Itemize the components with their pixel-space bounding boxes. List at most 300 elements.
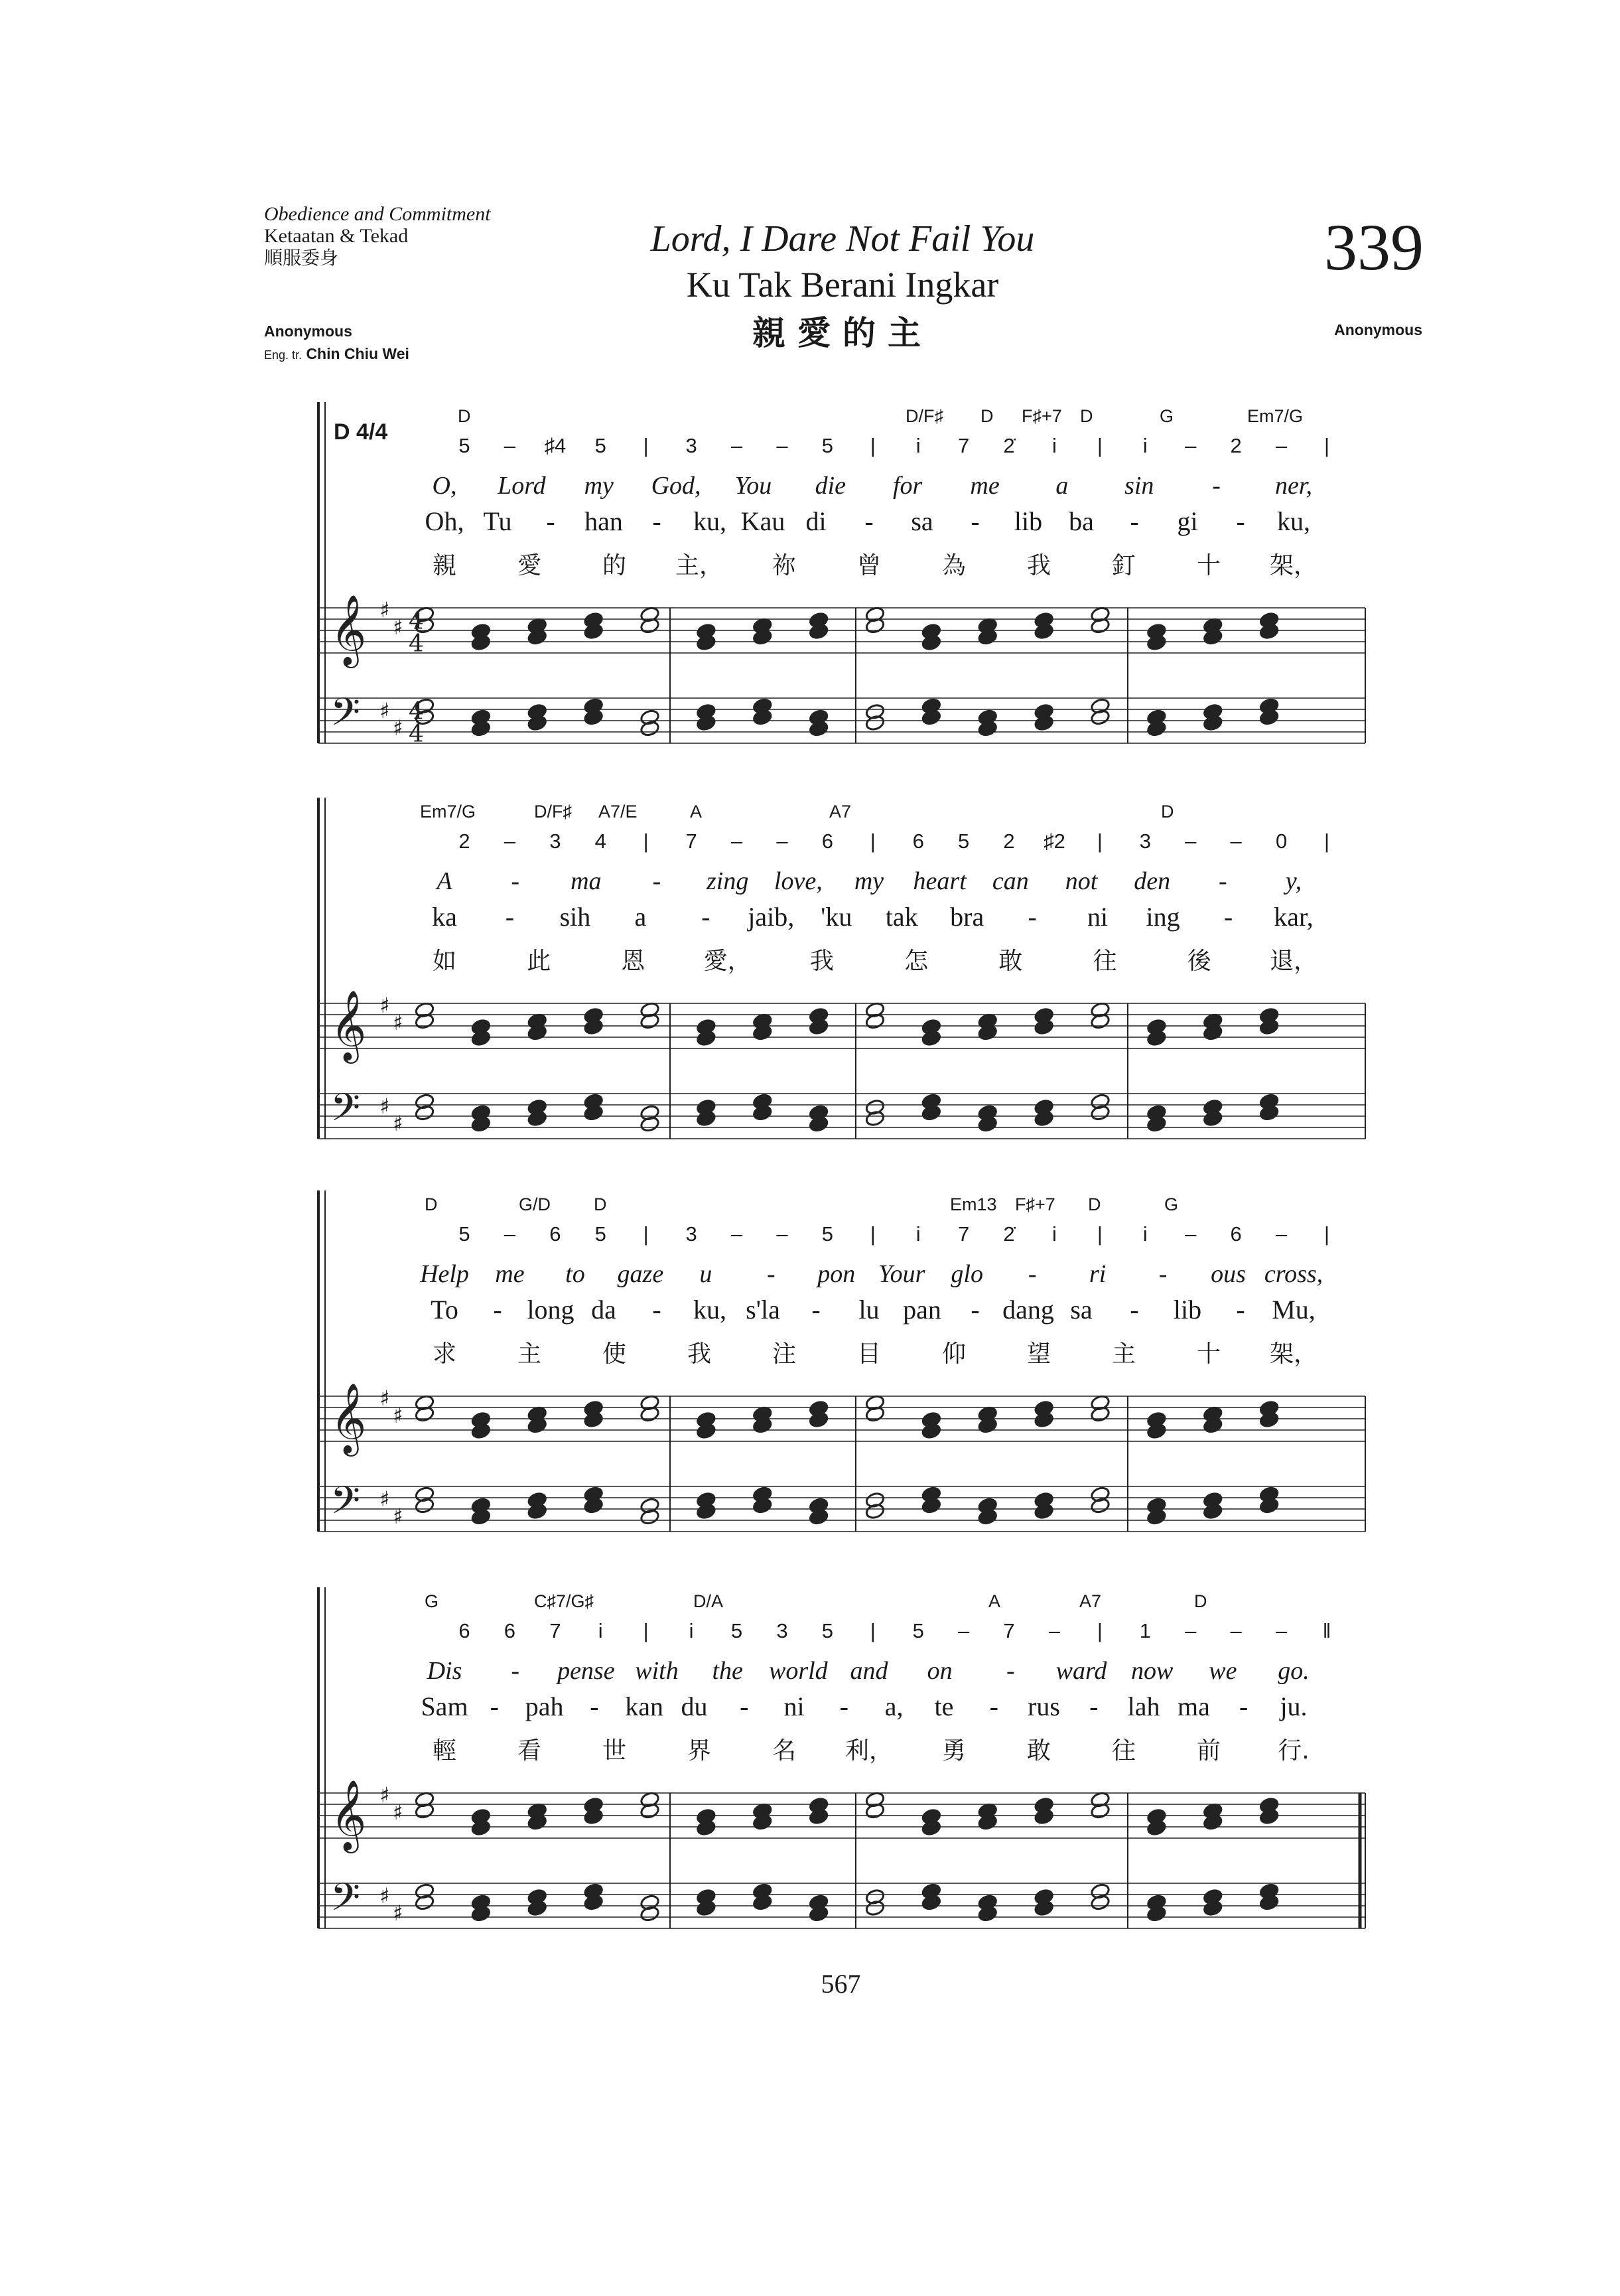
lyric-ms: ni	[1087, 902, 1109, 932]
lyric-en: pon	[817, 1260, 856, 1288]
lyric-ms: tak	[885, 902, 918, 932]
chord-symbol: D	[1194, 1591, 1207, 1611]
bass-clef: 𝄢	[330, 1478, 361, 1532]
lyric-en: to	[565, 1260, 585, 1288]
lyric-zh: 曾	[856, 552, 882, 579]
lyric-en: -	[652, 867, 661, 895]
barline-number: |	[870, 829, 876, 853]
lyric-zh: 親	[432, 552, 457, 579]
category-ms: Ketaatan & Tekad	[264, 225, 409, 247]
jianpu-note: 3	[685, 1222, 697, 1246]
barline-number: |	[1323, 829, 1330, 853]
lyric-en: u	[699, 1260, 712, 1288]
lyric-ms: Mu,	[1272, 1295, 1316, 1325]
lyric-en: die	[815, 472, 846, 500]
jianpu-note: 5	[594, 434, 606, 457]
barline-number: ‖	[1322, 1619, 1331, 1642]
lyric-ms: ku,	[1277, 506, 1310, 536]
lyric-en: -	[766, 1260, 776, 1288]
lyric-ms: kan	[625, 1691, 664, 1721]
lyric-en: -	[1212, 472, 1221, 500]
lyric-zh: 退，	[1269, 948, 1318, 975]
bass-clef: 𝄢	[330, 1875, 361, 1929]
lyric-zh: 為	[941, 552, 967, 579]
key-sharp: ♯	[393, 1010, 403, 1035]
lyric-zh: 愛，	[703, 948, 752, 975]
lyric-en: can	[992, 867, 1029, 895]
lyric-zh: 行.	[1278, 1737, 1310, 1764]
lyric-ms: ba	[1069, 506, 1094, 536]
jianpu-note: –	[730, 434, 743, 457]
lyric-en: den	[1134, 867, 1171, 895]
jianpu-note: –	[1275, 1222, 1288, 1246]
jianpu-note: 3	[1139, 829, 1151, 853]
lyric-ms: ma	[1177, 1691, 1210, 1721]
jianpu-note: –	[776, 1222, 788, 1246]
key-sharp: ♯	[393, 614, 403, 640]
lyric-zh: 敢	[998, 948, 1023, 975]
lyric-ms: -	[652, 506, 661, 536]
barline-number: |	[870, 1222, 876, 1246]
lyric-ms: -	[701, 902, 710, 932]
chord-symbol: A7	[1079, 1591, 1102, 1611]
lyric-en: You	[734, 472, 772, 500]
lyric-zh: 祢	[772, 552, 797, 579]
lyric-ms: -	[546, 506, 555, 536]
lyric-en: -	[1219, 867, 1227, 895]
lyric-ms: -	[971, 506, 980, 536]
lyric-en: A	[437, 867, 452, 895]
jianpu-note: 6	[549, 1222, 561, 1246]
jianpu-note: 5	[730, 1619, 743, 1642]
lyric-ms: lib	[1014, 506, 1043, 536]
lyric-ms: bra	[950, 902, 984, 932]
lyric-en: cross,	[1264, 1260, 1323, 1288]
jianpu-note: –	[730, 1222, 743, 1246]
chord-symbol: G	[1160, 406, 1174, 426]
jianpu-note: 7	[685, 829, 697, 853]
barline-number: |	[643, 1222, 649, 1246]
lyric-ms: long	[527, 1295, 574, 1325]
lyric-zh: 利，	[844, 1737, 894, 1764]
lyric-zh: 敢	[1026, 1737, 1051, 1764]
lyric-en: ner,	[1275, 472, 1312, 500]
jianpu-note: 3	[776, 1619, 788, 1642]
barline-number: |	[1097, 1222, 1103, 1246]
jianpu-note: –	[1230, 1619, 1242, 1642]
key-sharp: ♯	[379, 993, 390, 1018]
key-sharp: ♯	[393, 1901, 403, 1926]
lyric-en: on	[927, 1657, 953, 1685]
jianpu-note: –	[730, 829, 743, 853]
jianpu-note: i	[689, 1619, 694, 1642]
lyric-zh: 十	[1196, 552, 1221, 579]
treble-clef: 𝄞	[330, 1779, 367, 1850]
key-sharp: ♯	[379, 1486, 390, 1512]
jianpu-note: 6	[912, 829, 924, 853]
jianpu-note: 5	[594, 1222, 606, 1246]
lyric-zh: 注	[772, 1340, 797, 1368]
jianpu-note: 0	[1275, 829, 1288, 853]
key-sharp: ♯	[379, 597, 390, 622]
time-signature: 4	[409, 608, 424, 635]
chord-symbol: D	[980, 406, 994, 426]
lyric-ms: -	[652, 1295, 661, 1325]
bass-clef: 𝄢	[330, 1085, 361, 1139]
barline-number: |	[643, 829, 649, 853]
lyric-ms: sa	[911, 506, 933, 536]
chord-symbol: A	[988, 1591, 1001, 1611]
lyric-zh: 求	[432, 1340, 457, 1368]
chord-symbol: F♯+7	[1015, 1194, 1055, 1214]
jianpu-note: 2	[458, 829, 470, 853]
lyric-ms: ku,	[693, 1295, 726, 1325]
chord-symbol: D	[425, 1194, 438, 1214]
lyric-en: not	[1065, 867, 1098, 895]
lyric-en: Help	[420, 1260, 469, 1288]
lyric-ms: -	[989, 1691, 998, 1721]
jianpu-note: 6	[458, 1619, 470, 1642]
lyric-zh: 架，	[1269, 552, 1318, 579]
chord-symbol: A	[690, 802, 703, 822]
key-sharp: ♯	[379, 1883, 390, 1908]
lyric-ms: -	[740, 1691, 749, 1721]
lyric-ms: -	[590, 1691, 599, 1721]
key-sharp: ♯	[379, 1386, 390, 1411]
lyric-en: love,	[774, 867, 823, 895]
category-zh: 順服委身	[264, 247, 339, 269]
chord-symbol: A7/E	[598, 802, 638, 822]
lyric-zh: 名	[772, 1737, 797, 1764]
lyric-ms: dang	[1002, 1295, 1054, 1325]
jianpu-note: –	[1185, 1222, 1197, 1246]
key-sharp: ♯	[379, 698, 390, 723]
lyric-zh: 世	[602, 1737, 627, 1764]
chord-symbol: G/D	[519, 1194, 551, 1214]
lyric-ms: Sam	[421, 1691, 468, 1721]
lyric-zh: 目	[856, 1340, 882, 1368]
category-en: Obedience and Commitment	[264, 203, 491, 225]
lyric-ms: lu	[858, 1295, 880, 1325]
jianpu-note: ♯2	[1044, 829, 1065, 853]
title-en: Lord, I Dare Not Fail You	[650, 218, 1035, 259]
jianpu-note: –	[958, 1619, 970, 1642]
jianpu-note: 5	[958, 829, 970, 853]
barline-number: |	[1097, 434, 1103, 457]
lyric-ms: ing	[1146, 902, 1180, 932]
lyric-ms: -	[971, 1295, 980, 1325]
lyric-zh: 界	[687, 1737, 712, 1764]
jianpu-note: 5	[821, 1619, 833, 1642]
lyric-en: -	[511, 1657, 519, 1685]
lyric-en: Lord	[498, 472, 546, 500]
treble-clef: 𝄞	[330, 1382, 367, 1453]
lyric-zh: 前	[1196, 1737, 1221, 1764]
lyric-zh: 我	[1026, 552, 1051, 579]
lyric-zh: 我	[687, 1340, 712, 1368]
lyric-en: now	[1130, 1657, 1174, 1685]
lyric-zh: 如	[432, 948, 457, 975]
lyric-en: heart	[913, 867, 967, 895]
lyric-en: O,	[432, 472, 457, 500]
title-zh: 親愛的主	[752, 314, 933, 352]
key-sharp: ♯	[393, 1111, 403, 1136]
lyric-en: world	[768, 1657, 828, 1685]
bass-clef: 𝄢	[330, 689, 361, 744]
lyric-ms: da	[591, 1295, 616, 1325]
lyric-en: me	[495, 1260, 525, 1288]
lyric-ms: lah	[1127, 1691, 1160, 1721]
author-right: Anonymous	[1334, 321, 1422, 338]
key-sharp: ♯	[393, 1403, 403, 1428]
lyric-ms: du	[681, 1691, 708, 1721]
lyric-en: sin	[1124, 472, 1154, 500]
key-sharp: ♯	[379, 1094, 390, 1119]
lyric-ms: pan	[903, 1295, 941, 1325]
lyric-ms: sih	[559, 902, 591, 932]
lyric-ms: ku,	[693, 506, 726, 536]
jianpu-note: –	[1185, 829, 1197, 853]
lyric-en: Dis	[427, 1657, 462, 1685]
lyric-zh: 望	[1026, 1340, 1051, 1368]
treble-clef: 𝄞	[330, 989, 367, 1060]
lyric-zh: 主	[1111, 1340, 1136, 1368]
lyric-zh: 看	[517, 1737, 542, 1764]
lyric-ms: -	[493, 1295, 502, 1325]
lyric-ms: -	[839, 1691, 849, 1721]
lyric-zh: 往	[1093, 948, 1117, 975]
lyric-en: my	[854, 867, 884, 895]
lyric-en: the	[712, 1657, 743, 1685]
lyric-zh: 的	[602, 552, 627, 579]
lyric-ms: pah	[525, 1691, 564, 1721]
lyric-ms: rus	[1028, 1691, 1060, 1721]
chord-symbol: D	[594, 1194, 607, 1214]
lyric-ms: -	[1236, 1295, 1245, 1325]
lyric-en: my	[584, 472, 614, 500]
lyric-ms: a	[634, 902, 647, 932]
lyric-en: zing	[706, 867, 749, 895]
jianpu-note: i	[915, 1222, 921, 1246]
lyric-en: y,	[1285, 867, 1302, 895]
jianpu-note: –	[1275, 434, 1288, 457]
lyric-zh: 主，	[675, 552, 724, 579]
lyric-ms: ka	[432, 902, 457, 932]
lyric-en: gaze	[617, 1260, 664, 1288]
jianpu-note: 3	[549, 829, 561, 853]
barline-number: |	[1323, 434, 1330, 457]
key-sharp: ♯	[393, 715, 403, 741]
chord-symbol: D	[1161, 802, 1174, 822]
lyric-en: -	[1158, 1260, 1168, 1288]
lyric-zh: 恩	[621, 948, 645, 975]
key-signature: D 4/4	[334, 419, 388, 445]
chord-symbol: D/F♯	[906, 406, 943, 426]
lyric-ms: -	[1089, 1691, 1099, 1721]
jianpu-note: i	[915, 434, 921, 457]
lyric-ms: -	[490, 1691, 499, 1721]
time-signature: 4	[409, 698, 424, 725]
lyric-en: me	[970, 472, 1000, 500]
jianpu-note: 7	[1003, 1619, 1015, 1642]
jianpu-note: 5	[821, 1222, 833, 1246]
jianpu-note: 4	[594, 829, 606, 853]
jianpu-note: i	[1052, 1222, 1057, 1246]
jianpu-note: 2̇	[1003, 434, 1015, 457]
translator: Chin Chiu Wei	[306, 345, 409, 362]
lyric-ms: To	[431, 1295, 458, 1325]
lyric-ms: 'ku	[821, 902, 852, 932]
lyric-zh: 後	[1187, 948, 1211, 975]
jianpu-note: 2̇	[1003, 1222, 1015, 1246]
treble-clef: 𝄞	[330, 594, 367, 665]
jianpu-note: 3	[685, 434, 697, 457]
barline-number: |	[870, 434, 876, 457]
jianpu-note: 6	[504, 1619, 516, 1642]
lyric-ms: -	[1223, 902, 1233, 932]
lyric-en: ri	[1089, 1260, 1107, 1288]
lyric-en: -	[1028, 1260, 1037, 1288]
key-sharp: ♯	[393, 1800, 403, 1825]
lyric-ms: -	[1239, 1691, 1249, 1721]
lyric-ms: gi	[1177, 506, 1198, 536]
lyric-zh: 勇	[941, 1737, 967, 1764]
time-signature: 4	[409, 630, 424, 658]
lyric-zh: 使	[602, 1340, 627, 1368]
jianpu-note: –	[504, 1222, 516, 1246]
lyric-ms: ju.	[1280, 1691, 1308, 1721]
lyric-en: pense	[557, 1657, 615, 1685]
jianpu-note: 6	[821, 829, 833, 853]
lyric-ms: -	[505, 902, 515, 932]
author-left: Anonymous	[264, 323, 352, 340]
lyric-ms: sa	[1070, 1295, 1093, 1325]
chord-symbol: F♯+7	[1022, 406, 1062, 426]
chord-symbol: Em7/G	[420, 802, 476, 822]
chord-symbol: G	[425, 1591, 439, 1611]
barline-number: |	[1097, 1619, 1103, 1642]
jianpu-note: –	[504, 829, 516, 853]
jianpu-note: 5	[458, 1222, 470, 1246]
key-sharp: ♯	[393, 1504, 403, 1529]
chord-symbol: Em13	[950, 1194, 997, 1214]
lyric-en: Your	[878, 1260, 925, 1288]
barline-number: |	[1323, 1222, 1330, 1246]
jianpu-note: 2	[1230, 434, 1242, 457]
lyric-zh: 此	[527, 948, 551, 975]
jianpu-note: i	[1142, 1222, 1148, 1246]
title-ms: Ku Tak Berani Ingkar	[686, 265, 999, 305]
lyric-ms: -	[1130, 1295, 1139, 1325]
chord-symbol: D	[458, 406, 471, 426]
lyric-zh: 往	[1111, 1737, 1136, 1764]
jianpu-note: –	[776, 829, 788, 853]
chord-symbol: A7	[829, 802, 852, 822]
lyric-ms: lib	[1173, 1295, 1202, 1325]
barline-number: |	[1097, 829, 1103, 853]
lyric-ms: Tu	[483, 506, 512, 536]
lyric-ms: di	[805, 506, 827, 536]
jianpu-note: –	[1048, 1619, 1061, 1642]
jianpu-note: 5	[821, 434, 833, 457]
jianpu-note: 6	[1230, 1222, 1242, 1246]
translator-prefix: Eng. tr.	[264, 348, 303, 362]
lyric-zh: 怎	[904, 948, 929, 975]
jianpu-note: –	[1275, 1619, 1288, 1642]
lyric-zh: 釘	[1111, 552, 1136, 579]
lyric-zh: 輕	[432, 1737, 457, 1764]
jianpu-note: 1	[1139, 1619, 1151, 1642]
lyric-en: ward	[1055, 1657, 1107, 1685]
lyric-zh: 主	[517, 1340, 542, 1368]
hymn-number: 339	[1324, 210, 1424, 284]
jianpu-note: –	[504, 434, 516, 457]
lyric-en: for	[892, 472, 923, 500]
lyric-zh: 十	[1196, 1340, 1221, 1368]
lyric-ms: Kau	[740, 506, 785, 536]
lyric-ms: -	[1236, 506, 1245, 536]
lyric-en: we	[1209, 1657, 1237, 1685]
lyric-zh: 我	[809, 948, 834, 975]
chord-symbol: D/A	[693, 1591, 724, 1611]
chord-symbol: D	[1080, 406, 1093, 426]
lyric-en: -	[511, 867, 519, 895]
lyric-zh: 仰	[941, 1340, 967, 1368]
jianpu-note: –	[1185, 1619, 1197, 1642]
chord-symbol: D/F♯	[534, 802, 572, 822]
jianpu-note: –	[1230, 829, 1242, 853]
lyric-en: ous	[1211, 1260, 1246, 1288]
lyric-en: glo	[951, 1260, 983, 1288]
time-signature: 4	[409, 721, 424, 748]
lyric-ms: jaib,	[748, 902, 795, 932]
lyric-ms: a,	[884, 1691, 904, 1721]
jianpu-note: 7	[958, 1222, 970, 1246]
barline-number: |	[870, 1619, 876, 1642]
jianpu-note: i	[1052, 434, 1057, 457]
chord-symbol: D	[1088, 1194, 1101, 1214]
barline-number: |	[643, 434, 649, 457]
lyric-ms: -	[811, 1295, 821, 1325]
lyric-en: God,	[651, 472, 701, 500]
lyric-en: and	[850, 1657, 888, 1685]
jianpu-note: –	[776, 434, 788, 457]
lyric-ms: te	[934, 1691, 954, 1721]
lyric-ms: Oh,	[425, 506, 464, 536]
lyric-ms: s'la	[746, 1295, 780, 1325]
lyric-en: go.	[1278, 1657, 1310, 1685]
chord-symbol: G	[1164, 1194, 1179, 1214]
lyric-en: ma	[571, 867, 602, 895]
key-sharp: ♯	[379, 1782, 390, 1808]
chord-symbol: Em7/G	[1247, 406, 1304, 426]
jianpu-note: i	[1142, 434, 1148, 457]
jianpu-note: 2	[1003, 829, 1015, 853]
lyric-en: -	[1006, 1657, 1015, 1685]
jianpu-note: 7	[549, 1619, 561, 1642]
barline-number: |	[643, 1619, 649, 1642]
lyric-zh: 愛	[517, 552, 542, 579]
chord-symbol: C♯7/G♯	[534, 1591, 594, 1611]
lyric-ms: kar,	[1274, 902, 1314, 932]
lyric-ms: han	[584, 506, 623, 536]
page-number: 567	[821, 1969, 861, 1999]
lyric-zh: 架，	[1269, 1340, 1318, 1368]
jianpu-note: 5	[912, 1619, 924, 1642]
lyric-ms: -	[1130, 506, 1139, 536]
jianpu-note: i	[598, 1619, 603, 1642]
jianpu-note: 5	[458, 434, 470, 457]
